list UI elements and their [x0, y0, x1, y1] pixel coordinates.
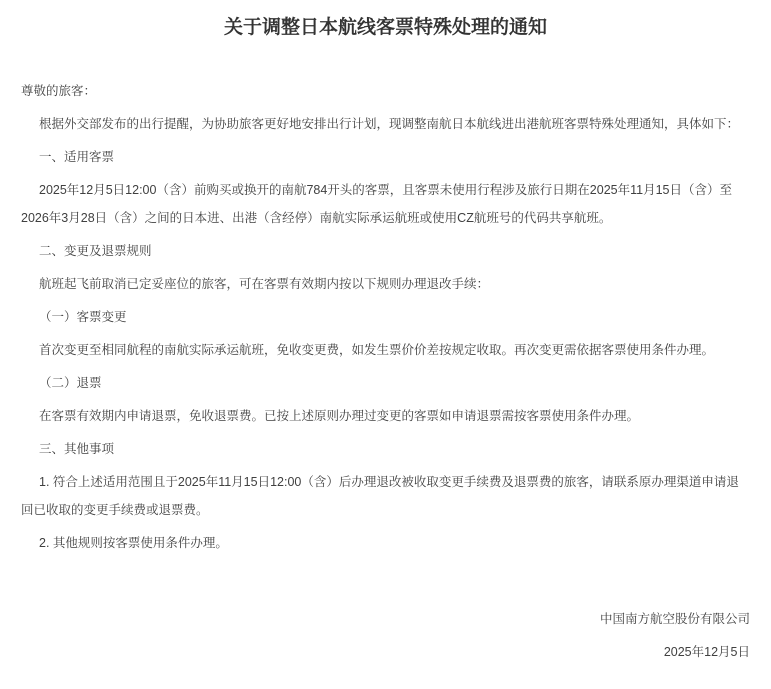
notice-paragraph: 三、其他事项: [39, 442, 115, 456]
notice-body: [21, 77, 750, 557]
notice-paragraph: 一、适用客票: [39, 150, 115, 164]
notice-paragraph: （一）客票变更: [39, 310, 127, 324]
notice-paragraph: 首次变更至相同航程的南航实际承运航班，免收变更费，如发生票价价差按规定收取。再次变更需依据客票使用条件办理。: [39, 343, 715, 357]
notice-paragraph: 2. 其他规则按客票使用条件办理。: [39, 536, 228, 550]
salutation: 尊敬的旅客：: [21, 84, 97, 98]
signature-date: 2025年12月5日: [663, 645, 750, 659]
notice-paragraph: 在客票有效期内申请退票，免收退票费。已按上述原则办理过变更的客票如申请退票需按客票使用条件办理。: [39, 409, 640, 423]
notice-paragraph: 二、变更及退票规则: [39, 244, 152, 258]
notice-paragraph: 1. 符合上述适用范围且于2025年11月15日12:00（含）后办理退改被收取变更手续费及退票费的旅客，请联系原办理渠道申请退回已收取的变更手续费或退票费。: [21, 475, 739, 517]
signature-block: [21, 605, 750, 666]
signature-company: 中国南方航空股份有限公司: [599, 612, 750, 626]
notice-paragraph: 根据外交部发布的出行提醒，为协助旅客更好地安排出行计划，现调整南航日本航线进出港航班客票特殊处理通知，具体如下：: [39, 117, 740, 131]
notice-paragraph: 2025年12月5日12:00（含）前购买或换开的南航784开头的客票，且客票未使用行程涉及旅行日期在2025年11月15日（含）至2026年3月28日（含）之间的日本进、出港（含经停）南航实际承运航班或使用CZ航班号的代码共享航班。: [21, 183, 732, 225]
notice-paragraph: （二）退票: [39, 376, 102, 390]
notice-title: 关于调整日本航线客票特殊处理的通知: [223, 17, 547, 38]
notice-paragraph: 航班起飞前取消已定妥座位的旅客，可在客票有效期内按以下规则办理退改手续：: [39, 277, 490, 291]
